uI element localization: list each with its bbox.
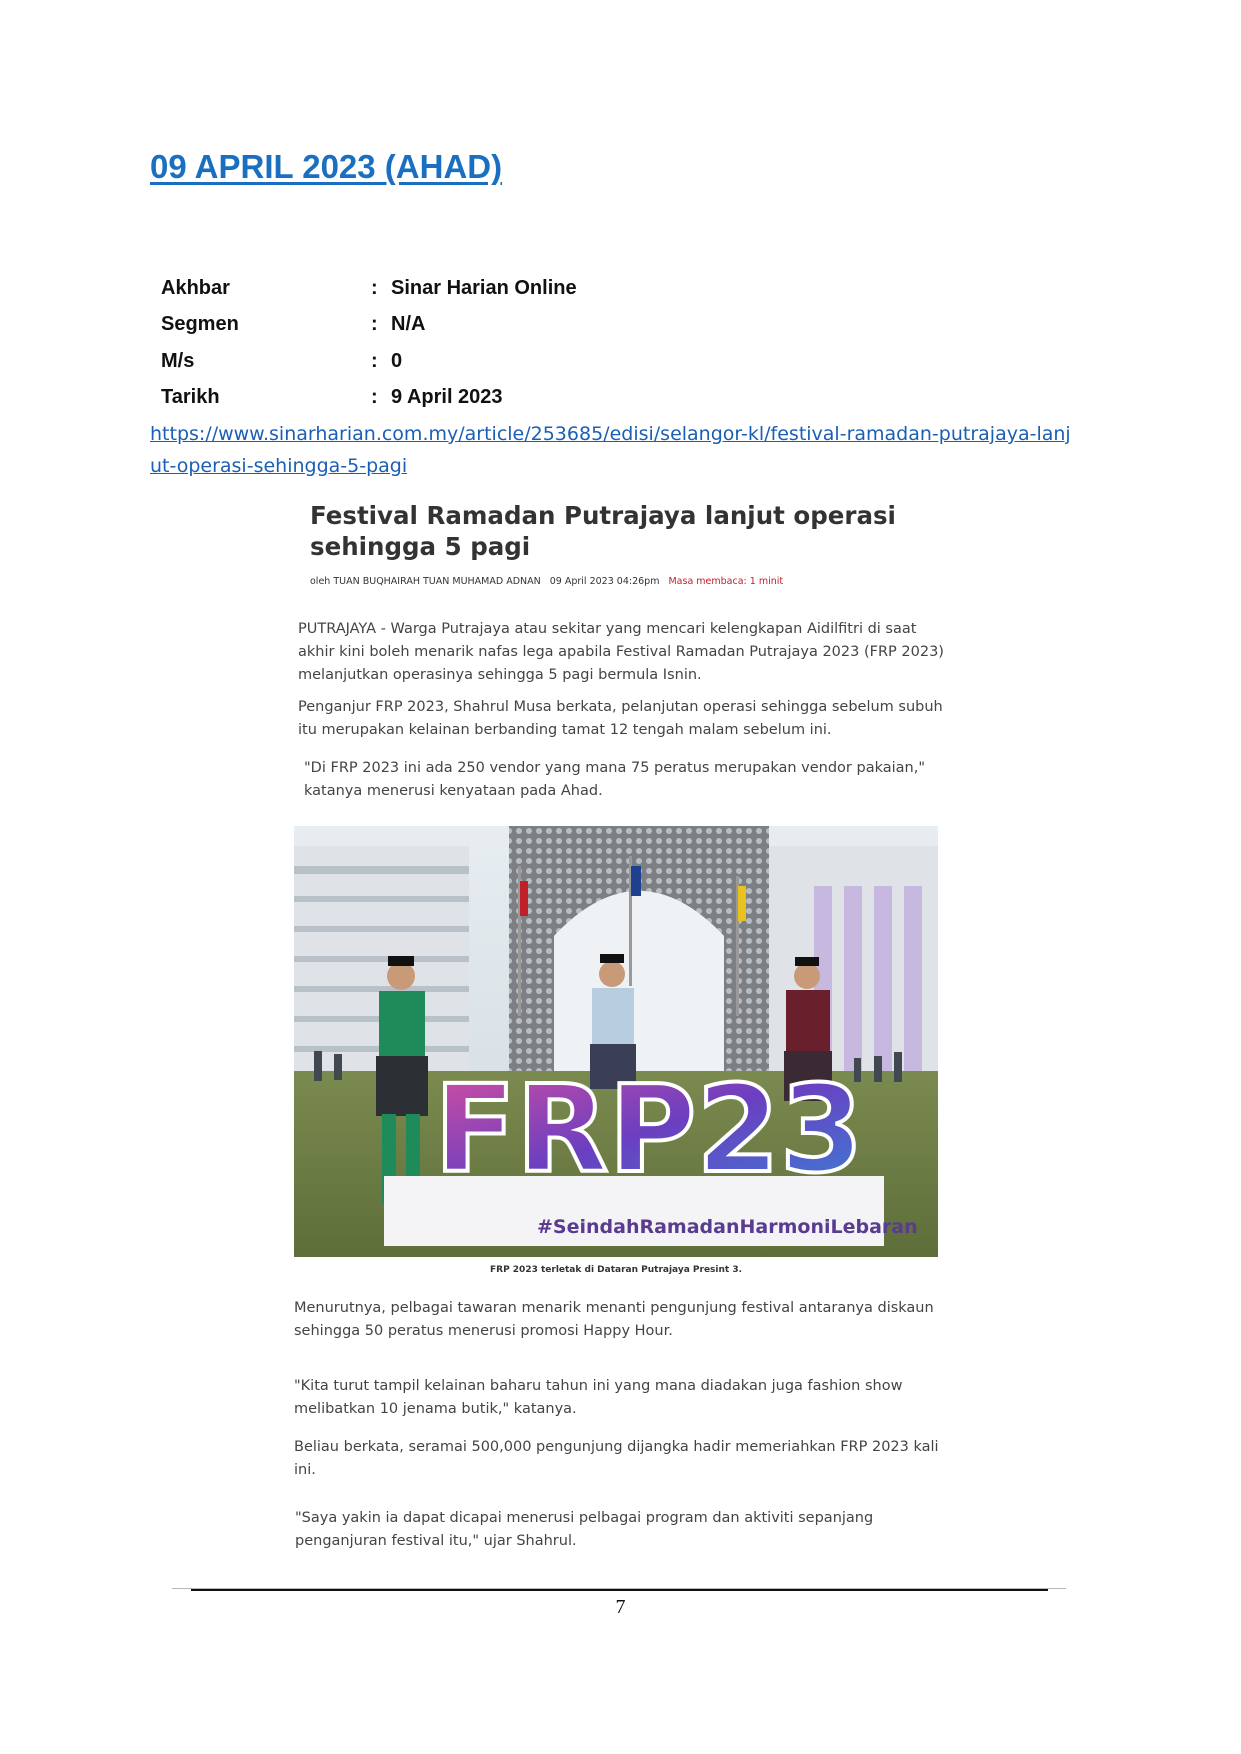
- article-paragraph: "Di FRP 2023 ini ada 250 vendor yang mana 75 peratus merupakan vendor pakaian," katanya menerusi kenyataan pada Ahad.: [304, 760, 926, 799]
- meta-colon: :: [371, 386, 378, 409]
- byline-date: 09 April 2023 04:26pm: [549, 576, 660, 587]
- meta-row-tarikh: [161, 380, 577, 417]
- meta-label: Akhbar: [161, 276, 230, 299]
- article-clipping: [294, 500, 954, 799]
- article-paragraph: PUTRAJAYA - Warga Putrajaya atau sekitar yang mencari kelengkapan Aidilfitri di saat akhir kini boleh menarik nafas lega apabila Festival Ramadan Putrajaya 2023 (FRP 2023) melanjutkan operasinya sehingga 5 pagi bermula Isnin.: [298, 621, 944, 683]
- article-paragraph: Menurutnya, pelbagai tawaran menarik menanti pengunjung festival antaranya diskaun sehingga 50 peratus menerusi promosi Happy Hour.: [294, 1300, 934, 1339]
- meta-label: Segmen: [161, 313, 239, 336]
- meta-value: 9 April 2023: [391, 386, 503, 409]
- photo-hashtag: #SeindahRamadanHarmoniLebaran: [537, 1216, 918, 1238]
- article-photo: [294, 826, 938, 1257]
- meta-row-akhbar: [161, 270, 577, 307]
- meta-value: Sinar Harian Online: [391, 276, 577, 299]
- article-url-link[interactable]: https://www.sinarharian.com.my/article/253685/edisi/selangor-kl/festival-ramadan-putrajaya-lanjut-operasi-sehingga-5-pagi: [150, 423, 1071, 477]
- byline-author: oleh TUAN BUQHAIRAH TUAN MUHAMAD ADNAN: [310, 576, 541, 587]
- meta-colon: :: [371, 276, 378, 299]
- article-byline: [310, 576, 954, 587]
- article-paragraph: "Kita turut tampil kelainan baharu tahun ini yang mana diadakan juga fashion show melibatkan 10 jenama butik," katanya.: [294, 1378, 903, 1417]
- byline-read-time: Masa membaca: 1 minit: [668, 576, 784, 587]
- article-title: Festival Ramadan Putrajaya lanjut operasi sehingga 5 pagi: [310, 501, 896, 561]
- meta-value: 0: [391, 349, 403, 372]
- photo-illustration: [294, 826, 938, 1257]
- article-paragraph: Penganjur FRP 2023, Shahrul Musa berkata, pelanjutan operasi sehingga sebelum subuh itu merupakan kelainan berbanding tamat 12 tengah malam sebelum ini.: [298, 699, 943, 738]
- date-heading-link[interactable]: 09 APRIL 2023 (AHAD): [150, 148, 503, 185]
- photo-caption: FRP 2023 terletak di Dataran Putrajaya Presint 3.: [489, 1265, 743, 1275]
- meta-colon: :: [371, 349, 378, 372]
- meta-row-ms: [161, 343, 577, 380]
- photo-sign-text: FRP23: [434, 1061, 864, 1200]
- footer-rule: [191, 1589, 1048, 1591]
- article-paragraph: "Saya yakin ia dapat dicapai menerusi pelbagai program dan aktiviti sepanjang penganjuran festival itu," ujar Shahrul.: [295, 1510, 874, 1549]
- page-number: 7: [615, 1596, 626, 1618]
- meta-colon: :: [371, 313, 378, 336]
- metadata-table: [161, 270, 577, 416]
- meta-row-segmen: [161, 307, 577, 344]
- meta-label: Tarikh: [161, 386, 220, 409]
- meta-label: M/s: [161, 349, 195, 372]
- meta-value: N/A: [391, 313, 426, 336]
- article-paragraph: Beliau berkata, seramai 500,000 pengunjung dijangka hadir memeriahkan FRP 2023 kali ini.: [294, 1439, 939, 1478]
